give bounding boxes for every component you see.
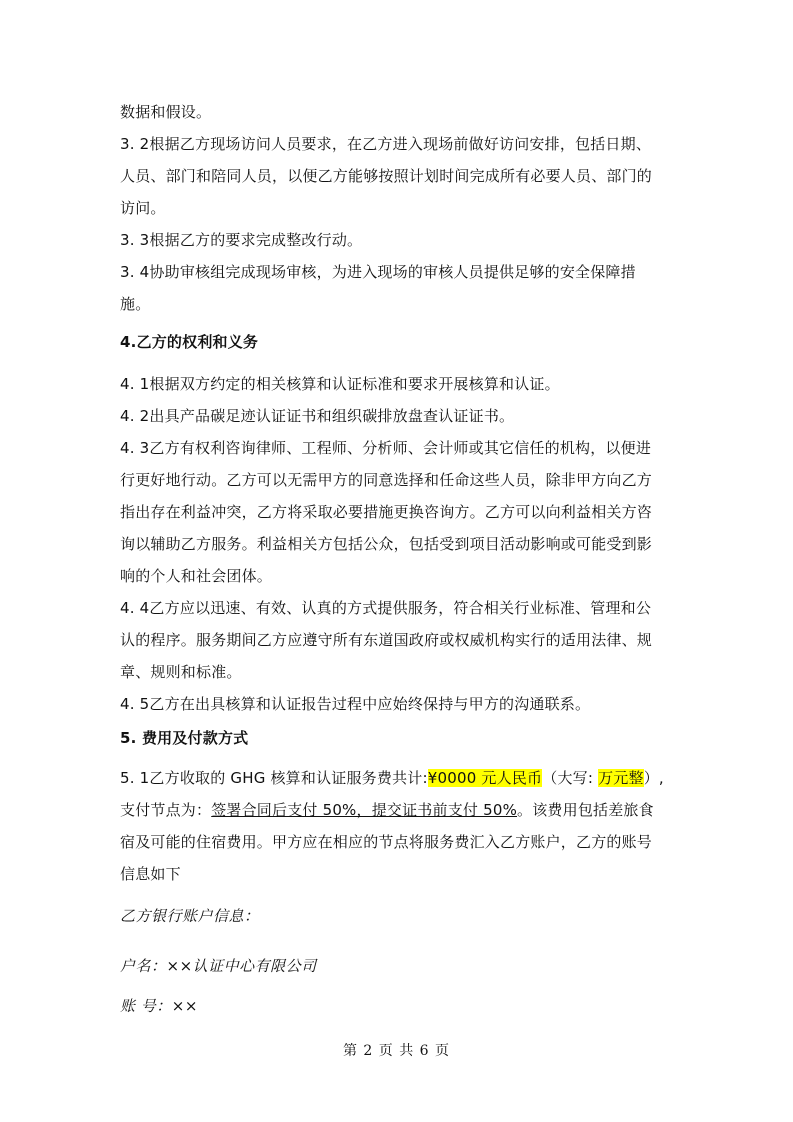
text-line: 4. 2出具产品碳足迹认证证书和组织碳排放盘查认证证书。: [120, 407, 515, 425]
text-line: 4. 1根据双方约定的相关核算和认证标准和要求开展核算和认证。: [120, 375, 560, 393]
fee-line: [120, 768, 664, 788]
text-line: 指出存在利益冲突，乙方将采取必要措施更换咨询方。乙方可以向利益相关方咨: [120, 503, 653, 521]
text-line: 3. 4协助审核组完成现场审核，为进入现场的审核人员提供足够的安全保障措: [120, 263, 636, 281]
text-line: 4. 5乙方在出具核算和认证报告过程中应始终保持与甲方的沟通联系。: [120, 695, 591, 713]
text-line: 认的程序。服务期间乙方应遵守所有东道国政府或权威机构实行的适用法律、规: [120, 631, 653, 649]
fee-suffix: ）,: [643, 769, 664, 787]
payment-terms-underlined: 签署合同后支付 50%，提交证书前支付 50%: [211, 801, 518, 819]
text-line: 施。: [120, 295, 151, 313]
payment-prefix: 支付节点为：: [120, 801, 212, 819]
text-line: 行更好地行动。乙方可以无需甲方的同意选择和任命这些人员，除非甲方向乙方: [120, 471, 653, 489]
text-line: 访问。: [120, 199, 166, 217]
bank-account-name: 户名：××认证中心有限公司: [120, 957, 317, 975]
text-line: 4. 4乙方应以迅速、有效、认真的方式提供服务，符合相关行业标准、管理和公: [120, 599, 652, 617]
text-line: 4. 3乙方有权利咨询律师、工程师、分析师、会计师或其它信任的机构，以便进: [120, 439, 652, 457]
text-line: 信息如下: [120, 865, 181, 883]
text-line: 章、规则和标准。: [120, 663, 242, 681]
fee-prefix: 5. 1乙方收取的 GHG 核算和认证服务费共计:: [120, 769, 428, 787]
text-line: 人员、部门和陪同人员，以便乙方能够按照计划时间完成所有必要人员、部门的: [120, 167, 653, 185]
section-heading-4: 4.乙方的权利和义务: [120, 333, 259, 351]
text-line: 数据和假设。: [120, 103, 212, 121]
text-line: 3. 3根据乙方的要求完成整改行动。: [120, 231, 363, 249]
text-line: 响的个人和社会团体。: [120, 567, 273, 585]
bank-info-title: 乙方银行账户信息：: [120, 907, 260, 925]
fee-amount-cn-highlight: 万元整: [598, 769, 644, 787]
section-heading-5: 5. 费用及付款方式: [120, 729, 249, 747]
page-footer: 第 2 页 共 6 页: [342, 1043, 451, 1059]
fee-mid: （大写:: [542, 769, 599, 787]
fee-amount-highlight: ¥0000 元人民币: [427, 769, 543, 787]
payment-suffix: 。该费用包括差旅食: [517, 801, 654, 819]
text-line: 询以辅助乙方服务。利益相关方包括公众，包括受到项目活动影响或可能受到影: [120, 535, 653, 553]
payment-terms-line: [120, 800, 654, 820]
text-line: 宿及可能的住宿费用。甲方应在相应的节点将服务费汇入乙方账户，乙方的账号: [120, 833, 653, 851]
bank-account-number: 账 号：××: [120, 997, 198, 1015]
text-line: 3. 2根据乙方现场访问人员要求，在乙方进入现场前做好访问安排，包括日期、: [120, 135, 652, 153]
